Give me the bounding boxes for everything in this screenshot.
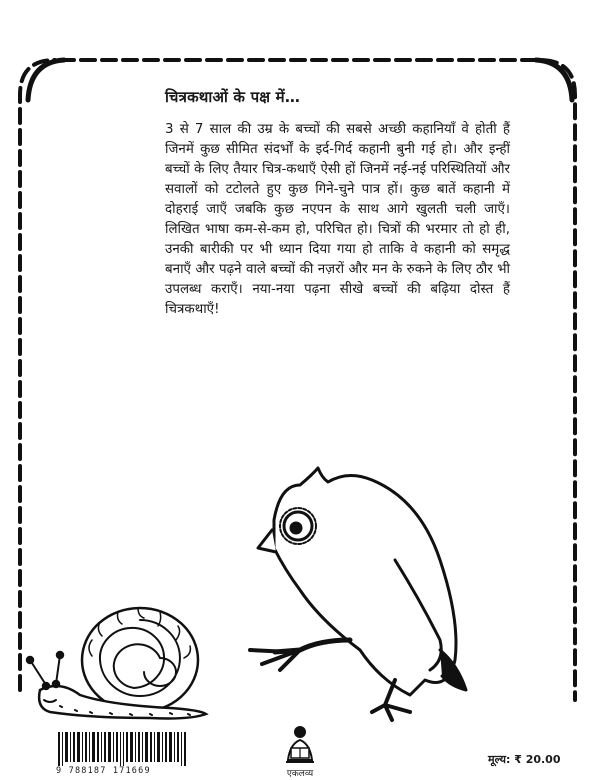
owl-illustration — [250, 468, 466, 720]
barcode-digits: 9 788187 171669 — [56, 766, 151, 776]
page-heading: चित्रकथाओं के पक्ष में… — [165, 88, 301, 106]
price-label: मूल्य: ₹ 20.00 — [488, 753, 561, 766]
barcode-bars — [56, 732, 188, 766]
body-paragraph-text: 3 से 7 साल की उम्र के बच्चों की सबसे अच्छी कहानियाँ वे होती हैं जिनमें कुछ सीमित संदर्भों के इर्द-गिर्द कहानी बुनी गई हो। और इन्हीं बच्चों के लिए तैयार चित्र-कथाएँ ऐसी हों जिनमें नई-नई परिस्थितियों और सवालों को टटोलते हुए कुछ गिने-चुने पात्र हों। कुछ बातें कहानी में दोहराई जाएँ जबकि कुछ नएपन के साथ आगे खुलती चली जाएँ। लिखित भाषा कम-से-कम हो, परिचित हो। चित्रों की भरमार तो हो ही, उनकी बारीकी पर भी ध्यान दिया गया हो ताकि वे कहानी को समृद्ध बनाएँ और पढ़ने वाले बच्चों की नज़रों और मन के रुकने के लिए ठौर भी उपलब्ध कराएँ। नया-नया पढ़ना सीखे बच्चों की बढ़िया दोस्त हैं चित्रकथाएँ! — [165, 122, 510, 317]
snail-illustration — [27, 608, 206, 719]
publisher-logo-icon — [278, 722, 322, 766]
publisher-logo — [278, 722, 322, 778]
publisher-name: एकलव्य — [286, 769, 314, 779]
barcode — [56, 732, 188, 776]
